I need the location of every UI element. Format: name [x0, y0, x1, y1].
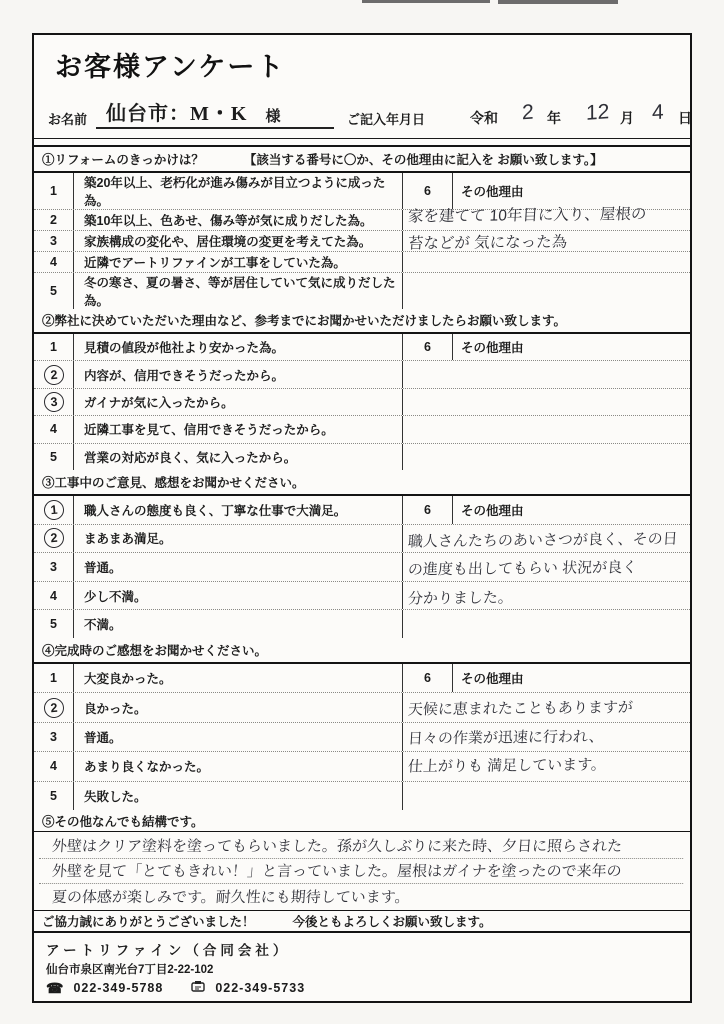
option-text: 築10年以上、色あせ、傷み等が気に成りだした為。 [84, 214, 373, 228]
option-number: 1 [50, 340, 57, 355]
section5-header [34, 810, 690, 832]
handwriting-line: 外壁はクリア塗料を塗ってもらいました。孫が久しぶりに来た時、夕日に照らされた [39, 834, 685, 859]
scan-artifact [362, 0, 490, 3]
option-text: 家族構成の変化や、居住環境の変更を考えてた為。 [84, 235, 372, 249]
section-choice-reason [34, 308, 690, 470]
option-number: 1 [50, 671, 57, 686]
option-row [34, 361, 690, 388]
company-block [34, 933, 690, 1001]
handwritten-other-reason [402, 525, 689, 611]
section3-heading: ③工事中のご意見、感想をお聞かせください。 [42, 476, 305, 490]
name-field [96, 95, 334, 129]
option-text: 近隣でアートリファインが工事をしていた為。 [84, 256, 346, 270]
other-number: 6 [403, 664, 453, 692]
other-label: その他理由 [461, 185, 524, 199]
fax-icon [191, 980, 205, 995]
page-title: お客様アンケート [55, 52, 286, 82]
section-free-comments [34, 810, 690, 910]
option-number: 5 [50, 449, 57, 464]
other-number: 6 [403, 496, 453, 524]
option-number: 4 [50, 255, 57, 269]
tel-number: 022-349-5788 [73, 980, 164, 995]
handwriting-line: 天候に恵まれたこともありますが [407, 698, 634, 719]
section1-instruction: 【該当する番号に〇か、その他理由に記入を お願い致します。】 [243, 153, 603, 167]
option-text: 普通。 [84, 560, 122, 575]
handwritten-day: 4 [652, 100, 664, 125]
other-label: その他理由 [461, 672, 524, 687]
option-number-circled: 2 [43, 528, 65, 550]
thanks-message-2: 今後ともよろしくお願い致します。 [292, 915, 492, 929]
handwritten-other-reason [402, 693, 689, 779]
option-number: 5 [50, 788, 57, 803]
company-address: 仙台市泉区南光台7丁目2-22-102 [46, 964, 214, 976]
handwriting-line: 職人さんたちのあいさつが良く、その日 [407, 529, 679, 550]
handwriting-line: 外壁を見て「とてもきれい！」と言っていました。屋根はガイナを塗ったので来年の [39, 859, 685, 884]
survey-form [32, 33, 692, 1003]
handwriting-line: 日々の作業が迅速に行われ、 [407, 727, 605, 747]
option-text: まあまあ満足。 [84, 532, 172, 547]
handwriting-line: 仕上がりも 満足しています。 [407, 756, 607, 776]
company-name: アートリファイン（合同会社） [46, 943, 291, 958]
option-row [34, 273, 690, 309]
section5-heading: ⑤その他なんでも結構です。 [42, 814, 204, 829]
handwritten-other-reason [402, 200, 689, 254]
option-row [34, 444, 690, 470]
option-number-circled: 2 [43, 364, 65, 386]
option-number-circled: 2 [43, 697, 65, 719]
day-unit: 日 [678, 110, 692, 126]
era-label: 令和 [470, 110, 498, 126]
section4-header [34, 638, 690, 664]
other-number: 6 [403, 334, 453, 360]
option-number: 3 [50, 730, 57, 745]
option-text: 冬の寒さ、夏の暑さ、等が居住していて気に成りだした為。 [84, 276, 396, 308]
section-reform-trigger [34, 147, 690, 308]
option-text: 大変良かった。 [84, 672, 172, 687]
option-text: 内容が、信用できそうだったから。 [84, 368, 285, 383]
divider-band [34, 139, 690, 147]
option-number-circled: 1 [43, 499, 65, 521]
option-number-circled: 3 [43, 391, 65, 413]
thanks-row [34, 910, 690, 933]
other-number: 6 [403, 173, 453, 209]
option-text: 不満。 [84, 618, 122, 633]
company-phones [46, 980, 690, 995]
section1-heading: ①リフォームのきっかけは？ [42, 153, 204, 167]
section4-heading: ④完成時のご感想をお聞かせください。 [42, 644, 268, 658]
option-text: 見積の値段が他社より安かった為。 [84, 341, 285, 356]
option-text: 営業の対応が良く、気に入ったから。 [84, 450, 297, 465]
handwriting-line: 苔などが 気になった為 [407, 233, 568, 252]
handwritten-year: 2 [522, 100, 534, 125]
option-text: 普通。 [84, 731, 122, 746]
name-date-row [34, 91, 690, 139]
month-unit: 月 [620, 110, 634, 126]
section2-heading: ②弊社に決めていただいた理由など、参考までにお聞かせいただけましたらお願い致します。 [42, 314, 567, 328]
option-number: 3 [50, 234, 57, 248]
free-comment-area [34, 832, 690, 910]
option-number: 5 [50, 284, 57, 298]
handwriting-line: 分かりました。 [407, 588, 514, 607]
option-number: 3 [50, 559, 57, 574]
option-row [34, 496, 690, 525]
honorific: 様 [265, 108, 281, 125]
thanks-message: ご協力誠にありがとうございました！ [42, 915, 255, 929]
option-row [34, 782, 690, 810]
handwriting-line: 夏の体感が楽しみです。耐久性にも期待しています。 [51, 889, 411, 906]
option-number: 5 [50, 617, 57, 632]
option-number: 4 [50, 422, 57, 437]
section-completion [34, 638, 690, 810]
fax-number: 022-349-5733 [215, 980, 306, 995]
option-row [34, 664, 690, 693]
title-block [34, 35, 690, 91]
section3-header [34, 470, 690, 496]
other-label: その他理由 [461, 341, 524, 356]
option-text: 職人さんの態度も良く、丁寧な仕事で大満足。 [84, 503, 347, 518]
customer-name: 仙台市：M・K [106, 103, 248, 125]
option-text: 良かった。 [84, 701, 147, 716]
other-label: その他理由 [461, 503, 524, 518]
option-row [34, 252, 690, 273]
handwriting-line: の進度も出してもらい 状況が良く [407, 558, 638, 579]
option-row [34, 334, 690, 361]
option-text: 築20年以上、老朽化が進み傷みが目立つように成った為。 [84, 176, 386, 208]
option-row [34, 610, 690, 638]
section-during-work [34, 470, 690, 638]
option-text: ガイナが気に入ったから。 [84, 396, 234, 411]
handwriting-line: 家を建てて 10年目に入り、屋根の [407, 205, 647, 225]
option-text: 少し不満。 [84, 589, 147, 604]
option-number: 4 [50, 588, 57, 603]
section2-header [34, 308, 690, 334]
handwritten-month: 12 [586, 100, 610, 125]
option-row [34, 389, 690, 416]
option-text: あまり良くなかった。 [84, 760, 210, 775]
scan-artifact [498, 0, 618, 4]
date-label: ご記入年月日 [347, 112, 426, 127]
option-text: 失敗した。 [84, 789, 147, 804]
name-label: お名前 [48, 112, 88, 127]
option-text: 近隣工事を見て、信用できそうだったから。 [84, 423, 334, 438]
section1-header [34, 147, 690, 173]
option-number: 4 [50, 759, 57, 774]
phone-icon: ☎ [46, 979, 64, 996]
year-unit: 年 [547, 110, 561, 126]
option-number: 2 [50, 213, 57, 227]
option-row [34, 416, 690, 443]
option-number: 1 [50, 184, 57, 198]
